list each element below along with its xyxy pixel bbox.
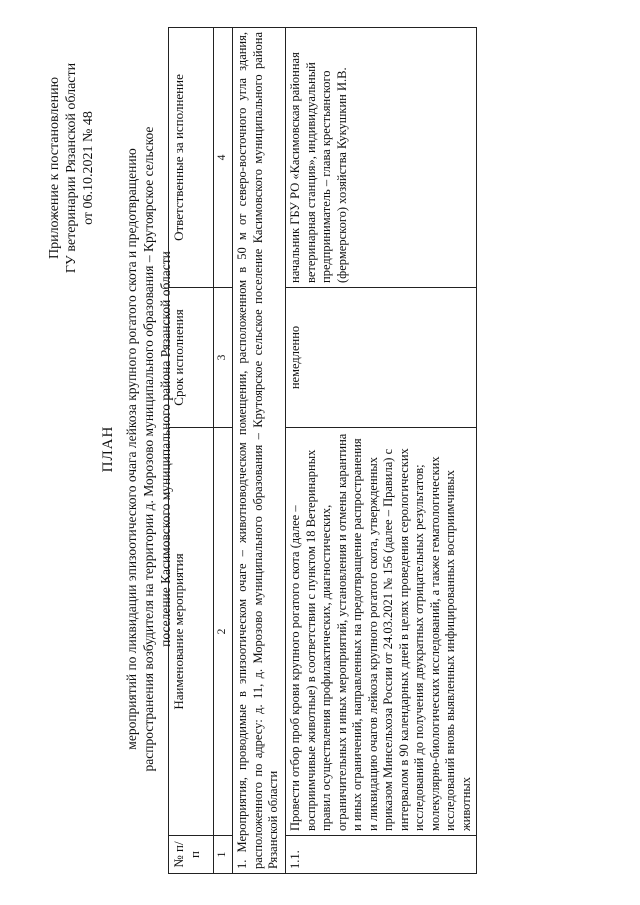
plan-heading: ПЛАН [100, 425, 116, 473]
row-responsible: начальник ГБУ РО «Касимовская районная ветеринарная станция», индивидуальный предприниматель – глава крестьянского (фермерского) хозяйства Кукушкин И.В. [286, 28, 477, 288]
table-row [286, 28, 477, 874]
row-action: Провести отбор проб крови крупного рогатого скота (далее – восприимчивые животные) в соответствии с пунктом 18 Ветеринарных правил осуществления профилактических, диагностических, ограничительных и иных мероприятий, установления и отмены карантина и иных ограничений, направленных на предотвращение распространения и ликвидацию очагов лейкоза крупного рогатого скота, утвержденных приказом Минсельхоза России от 24.03.2021 № 156 (далее – Правила) с интервалом в 90 календарных дней в целях проведения серологических исследований до получения двукратных отрицательных результатов; молекулярно-биологических исследований, а также гематологических исследований вновь выявленных инфицированных восприимчивых животных [286, 428, 477, 836]
header-row [169, 28, 214, 874]
appendix-line-3: от 06.10.2021 № 48 [81, 111, 96, 225]
header-action: Наименование мероприятия [169, 428, 214, 836]
row-deadline: немедленно [286, 288, 477, 428]
header-number: № п/п [169, 836, 214, 874]
appendix-line-2: ГУ ветеринарии Рязанской области [64, 62, 79, 274]
document-title [100, 89, 174, 809]
header-responsible: Ответственные за исполнение [169, 28, 214, 288]
column-number-row [214, 28, 233, 874]
appendix-line-1: Приложение к постановлению [47, 76, 62, 260]
title-line-3: поселение Касимовского муниципального района Рязанской области [158, 251, 173, 647]
title-line-1: мероприятий по ликвидации эпизоотического очага лейкоза крупного рогатого скота и предотвращению [124, 148, 139, 750]
plan-table [168, 27, 477, 874]
header-deadline: Срок исполнения [169, 288, 214, 428]
section-row [233, 28, 286, 874]
row-number: 1.1. [286, 836, 477, 874]
column-number-4: 4 [214, 28, 233, 288]
column-number-3: 3 [214, 288, 233, 428]
section-1-heading: 1. Мероприятия, проводимые в эпизоотическом очаге – животноводческом помещении, расположенном в 50 м от северо-восточного угла здания, расположенного по адресу: д. 11, д. Морозово муниципального образования – Крутоярское сельское поселение Касимовского муниципального района Рязанской области [233, 28, 286, 874]
column-number-2: 2 [214, 428, 233, 836]
column-number-1: 1 [214, 836, 233, 874]
title-line-2: распространения возбудителя на территории д. Морозово муниципального образования – Крутоярское сельское [141, 126, 156, 772]
appendix-note [46, 23, 97, 313]
